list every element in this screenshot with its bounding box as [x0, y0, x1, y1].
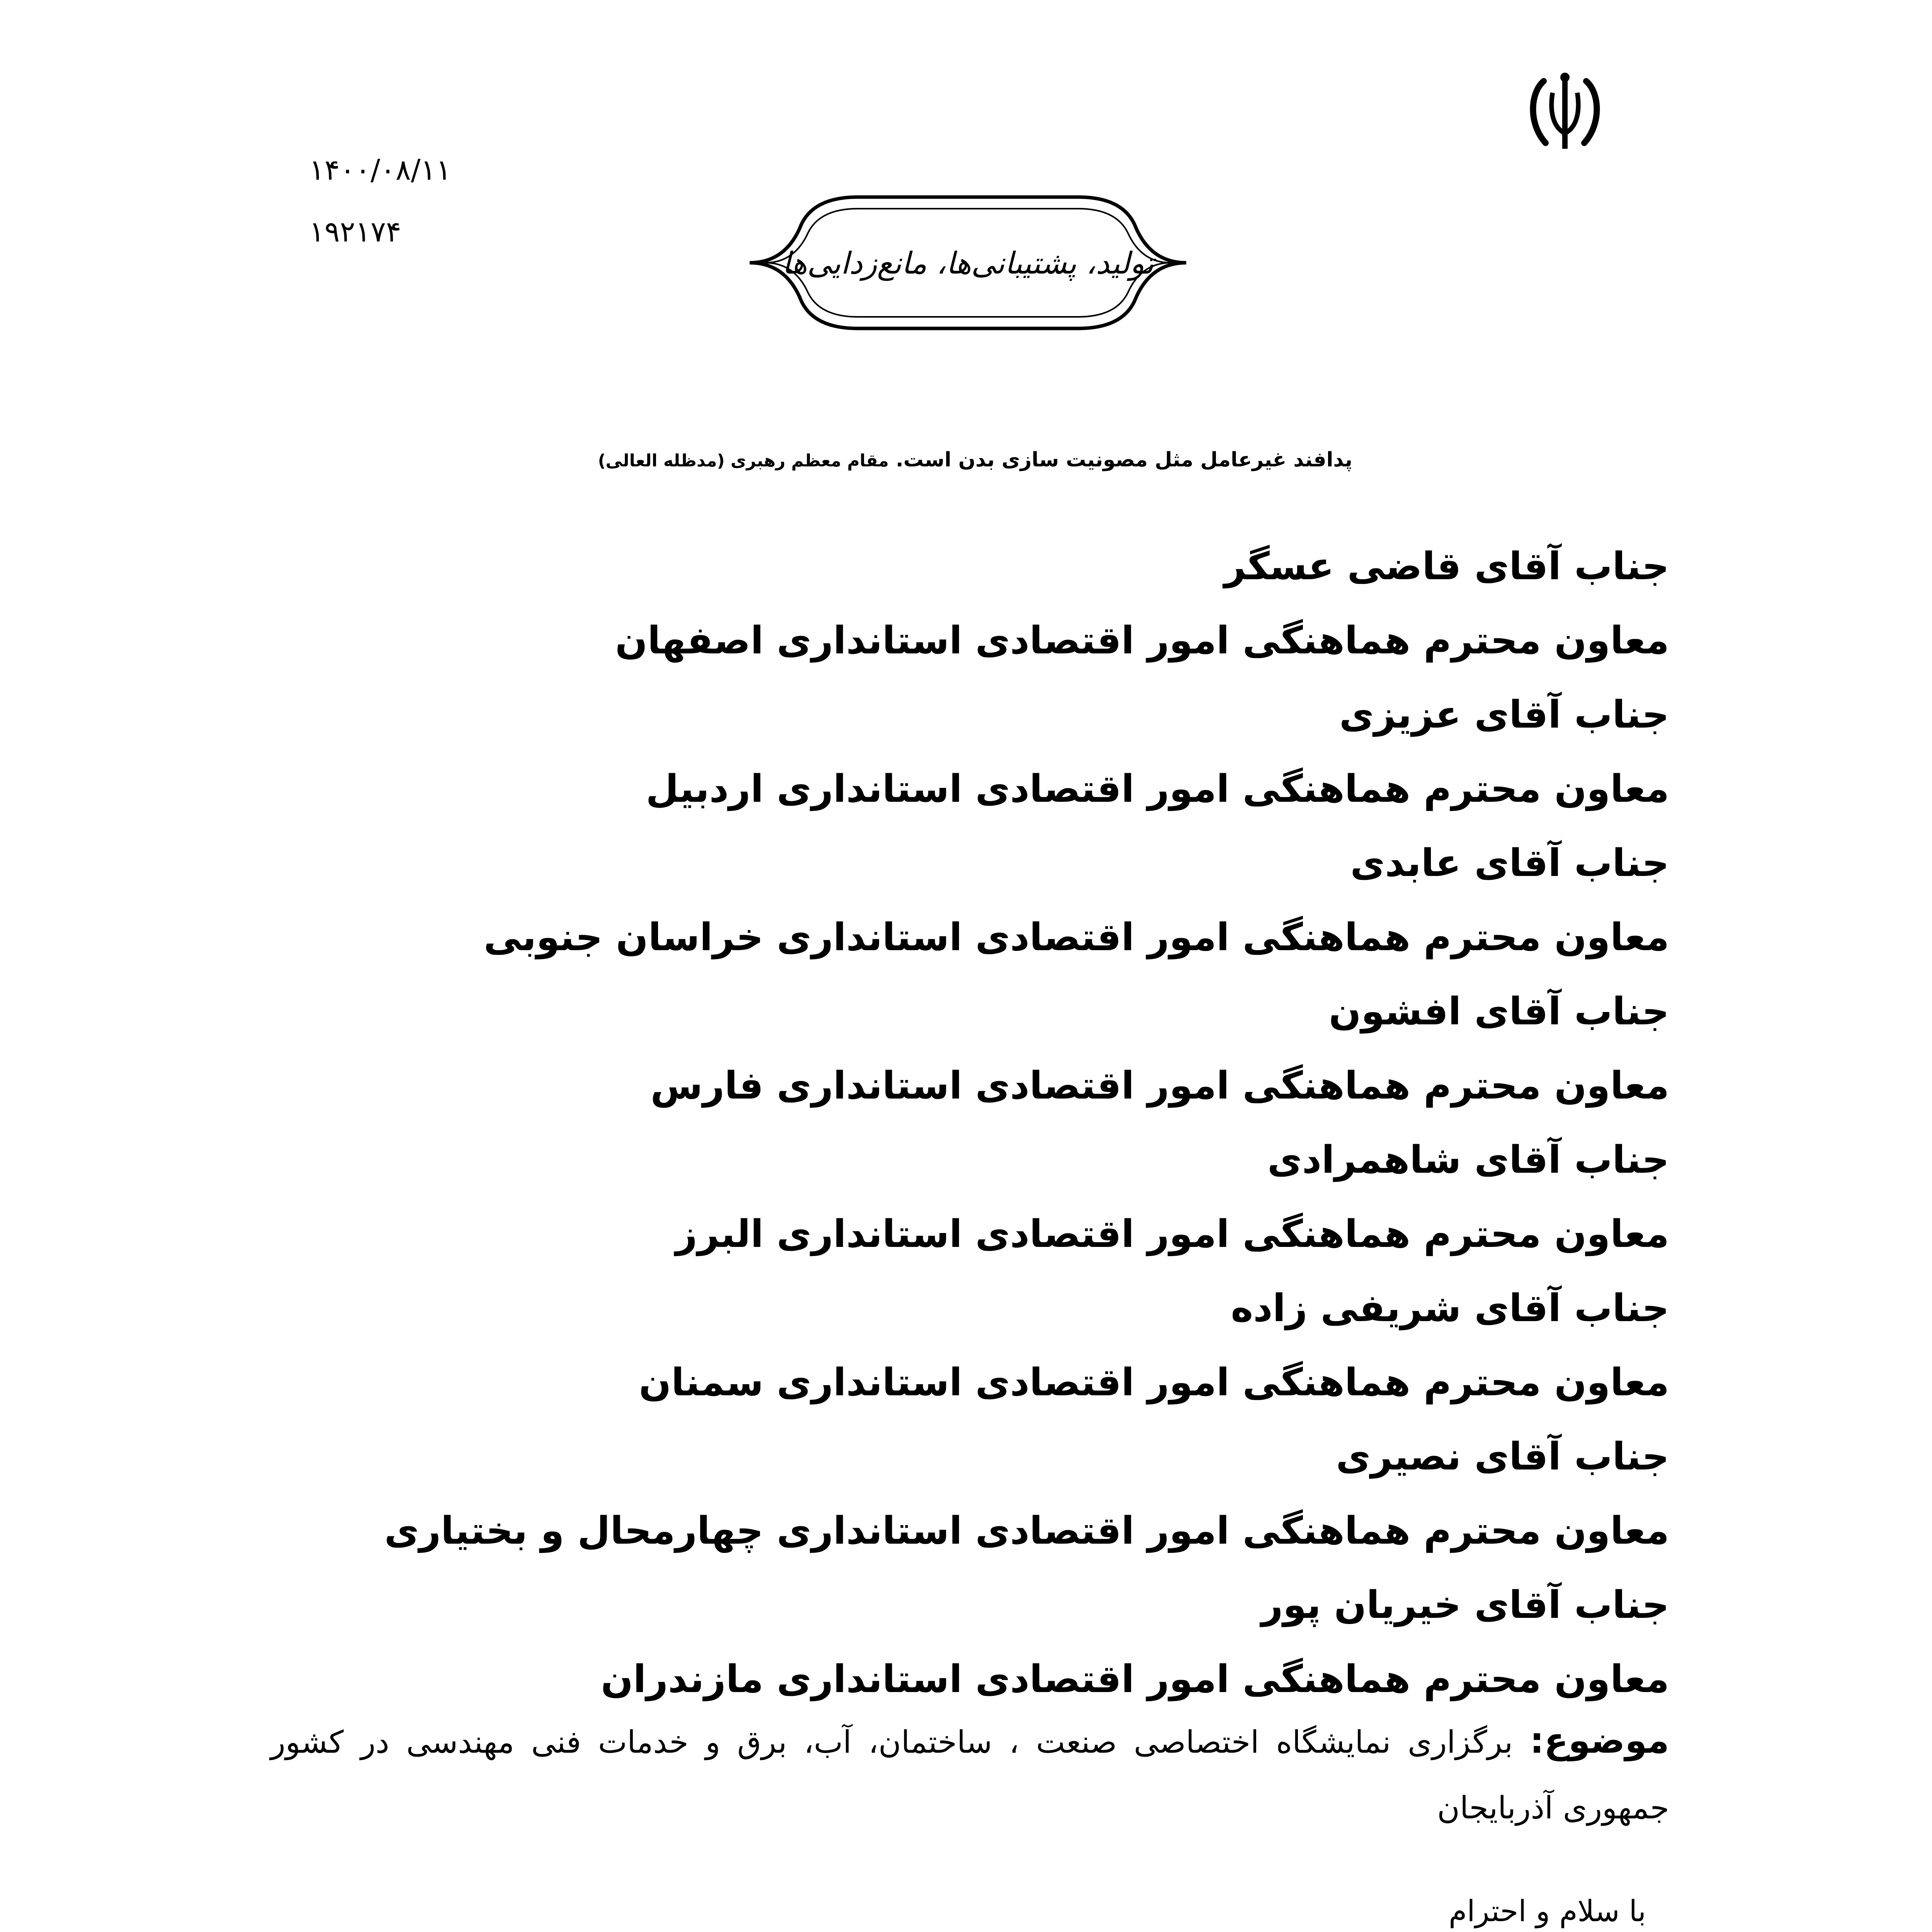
quote-text: پدافند غیرعامل مثل مصونیت سازی بدن است. [896, 448, 1352, 471]
slogan-text: تولید، پشتیبانی‌ها، مانع‌زدایی‌ها [782, 246, 1154, 281]
recipient-line: معاون محترم هماهنگی امور اقتصادی استانداری مازندران [600, 1657, 1669, 1701]
recipient-line: معاون محترم هماهنگی امور اقتصادی استانداری اردبیل [646, 767, 1669, 811]
recipient-line: معاون محترم هماهنگی امور اقتصادی استانداری سمنان [639, 1361, 1669, 1405]
recipient-line: جناب آقای خیریان پور [1261, 1583, 1669, 1627]
greeting: با سلام و احترام [1449, 1894, 1646, 1928]
iran-emblem-icon [1507, 66, 1623, 158]
recipient-line: جناب آقای شاهمرادی [1267, 1138, 1669, 1182]
letter-reference [309, 139, 526, 263]
subject-line [270, 1708, 1669, 1841]
recipient-line: جناب آقای قاضی عسگر [1224, 544, 1669, 588]
recipients-list [240, 529, 1669, 1716]
defense-quote [386, 444, 1352, 476]
recipient-line: معاون محترم هماهنگی امور اقتصادی استانداری خراسان جنوبی [483, 915, 1669, 959]
letter-date: ۱۴۰۰/۰۸/۱۱ [309, 153, 451, 187]
recipient-line: معاون محترم هماهنگی امور اقتصادی استانداری فارس [650, 1064, 1669, 1108]
recipient-line: معاون محترم هماهنگی امور اقتصادی استانداری اصفهان [615, 619, 1669, 663]
recipient-line: جناب آقای شریفی زاده [1231, 1286, 1669, 1330]
recipient-line: معاون محترم هماهنگی امور اقتصادی استانداری البرز [675, 1212, 1669, 1256]
letter-number: ۱۹۲۱۷۴ [309, 215, 401, 248]
recipient-line: جناب آقای عزیزی [1339, 693, 1669, 737]
recipient-line: معاون محترم هماهنگی امور اقتصادی استانداری چهارمحال و بختیاری [384, 1509, 1669, 1553]
recipient-line: جناب آقای افشون [1328, 990, 1669, 1034]
recipient-line: جناب آقای نصیری [1336, 1435, 1669, 1479]
letter-body [263, 1886, 1692, 1932]
subject-label: موضوع: [1530, 1720, 1670, 1761]
recipient-line: جناب آقای عابدی [1350, 841, 1669, 885]
quote-source: مقام معظم رهبری (مدظله العالی) [598, 451, 889, 471]
slogan-cartouche [742, 182, 1194, 344]
subject-text: برگزاری نمایشگاه اختصاصی صنعت ، ساختمان، آب، برق و خدمات فنی مهندسی در کشور جمهوری آذربایجان [270, 1724, 1669, 1826]
